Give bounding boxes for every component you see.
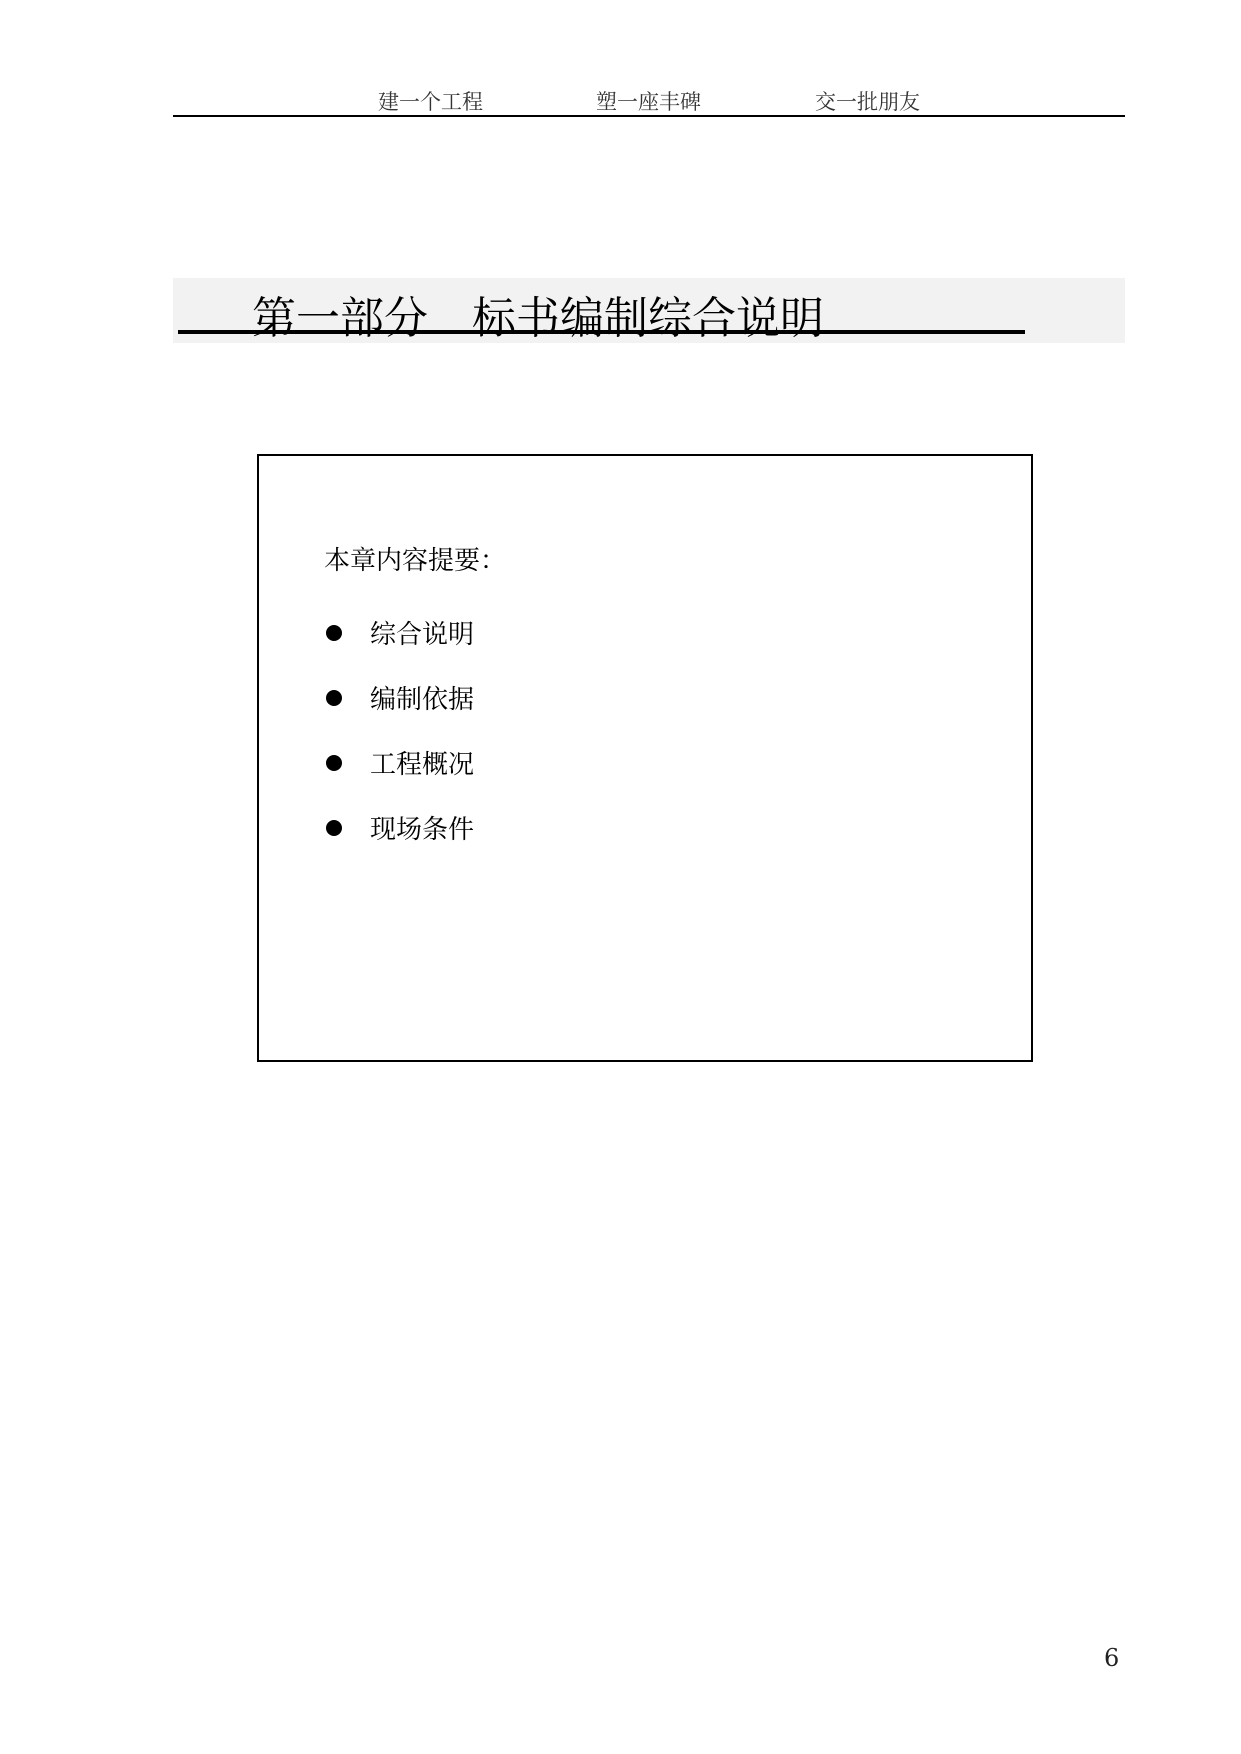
list-item-label: 现场条件 bbox=[370, 815, 475, 845]
list-item-label: 工程概况 bbox=[370, 750, 475, 780]
page-number: 6 bbox=[1104, 1644, 1120, 1672]
chapter-summary-list bbox=[326, 600, 474, 860]
part-title bbox=[252, 282, 824, 346]
list-item bbox=[326, 665, 474, 730]
header-slogan: 交一批朋友 bbox=[815, 90, 920, 114]
list-item bbox=[326, 730, 474, 795]
bullet-icon bbox=[326, 755, 342, 771]
list-item-label: 编制依据 bbox=[370, 685, 475, 715]
bullet-icon bbox=[326, 820, 342, 836]
part-label: 第一部分 bbox=[252, 293, 428, 344]
bullet-icon bbox=[326, 690, 342, 706]
header-slogan: 塑一座丰碑 bbox=[596, 90, 701, 114]
list-item bbox=[326, 795, 474, 860]
list-item bbox=[326, 600, 474, 665]
header-slogan: 建一个工程 bbox=[378, 90, 483, 114]
list-item-label: 综合说明 bbox=[370, 620, 475, 650]
header-divider bbox=[173, 115, 1125, 117]
bullet-icon bbox=[326, 625, 342, 641]
chapter-summary-heading: 本章内容提要： bbox=[324, 546, 507, 576]
part-heading: 标书编制综合说明 bbox=[472, 293, 824, 344]
